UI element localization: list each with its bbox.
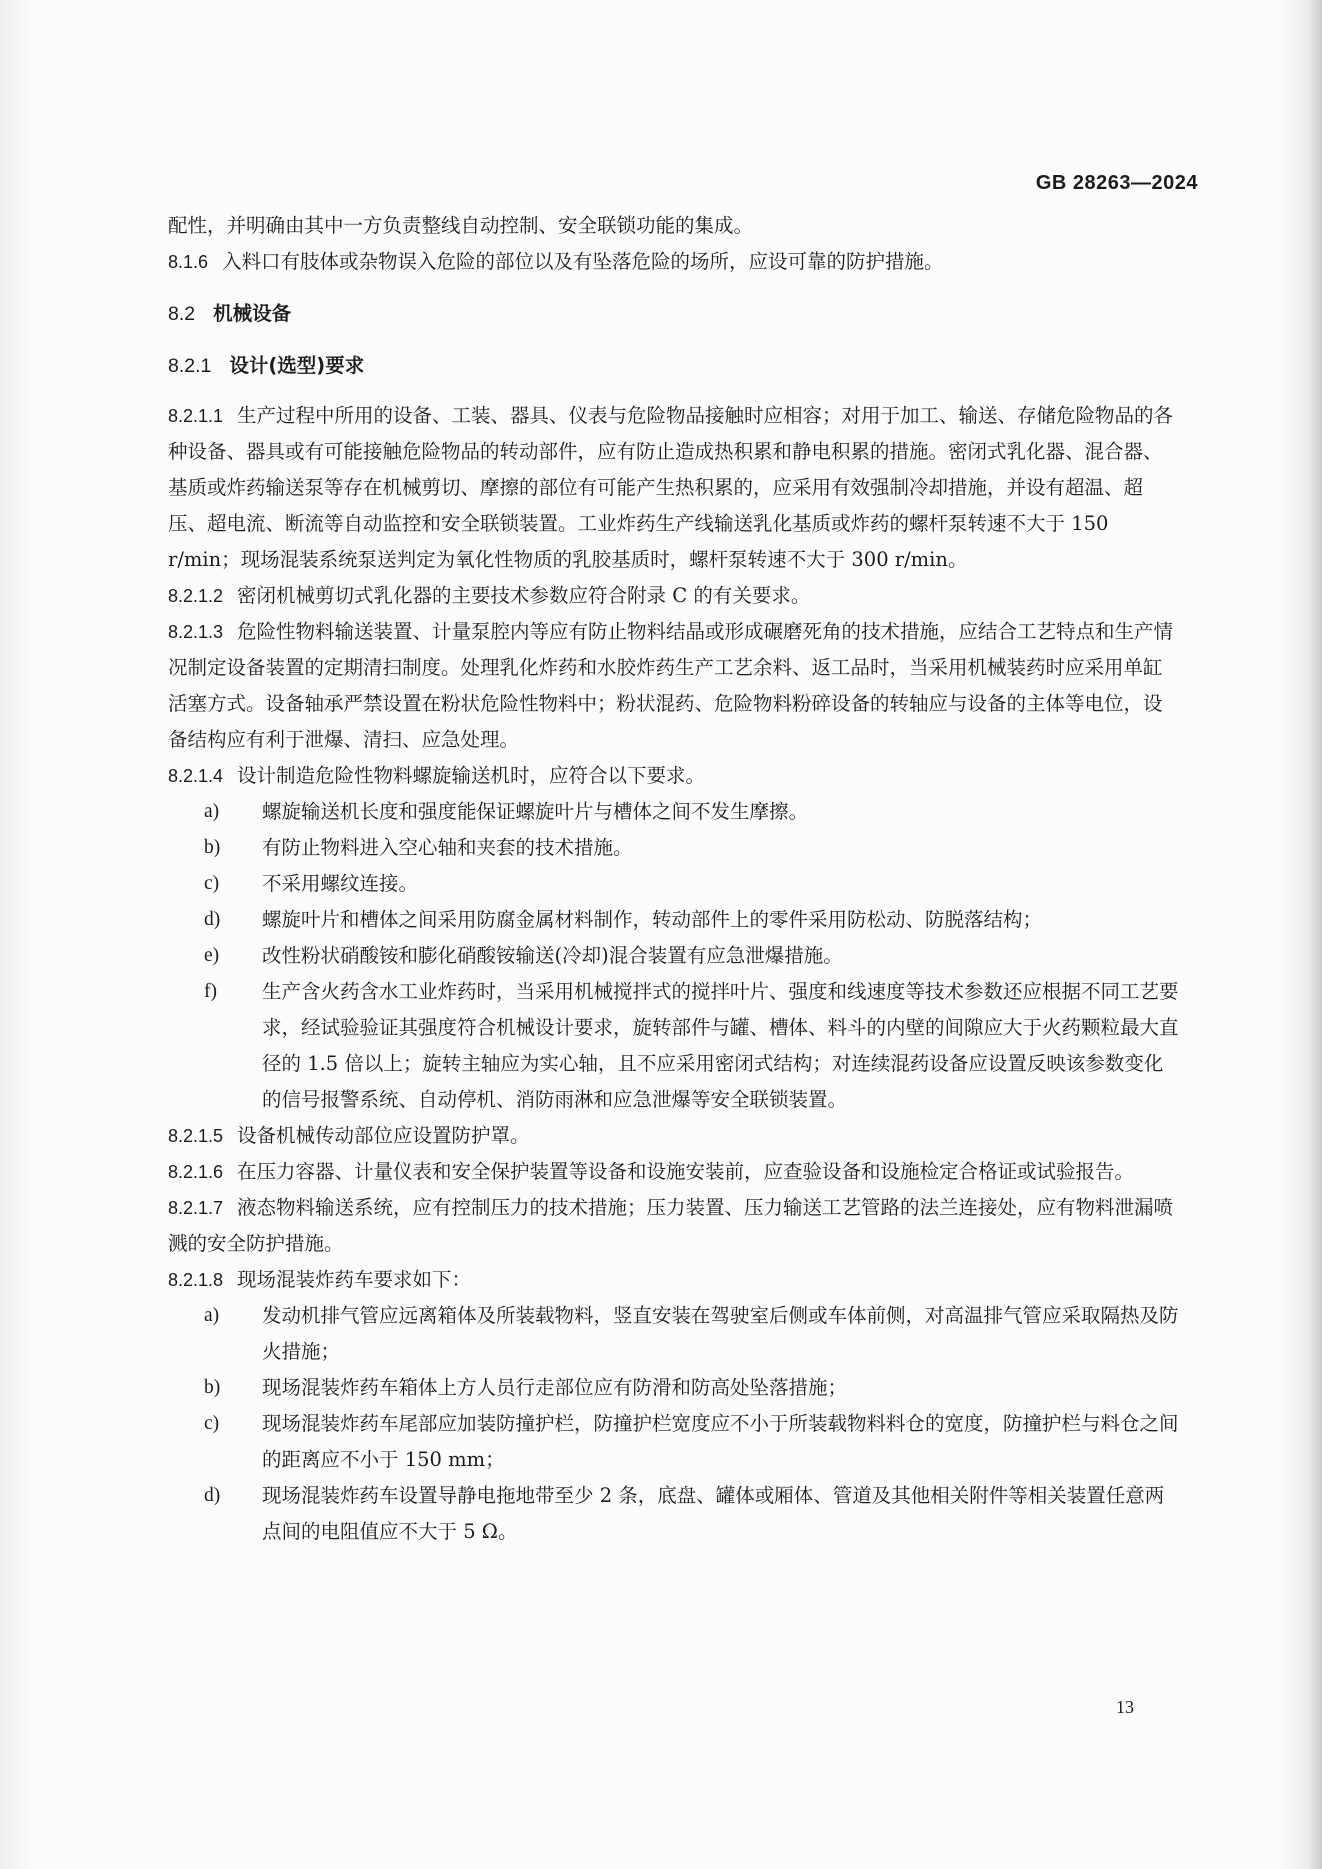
- list-item: [168, 1478, 1180, 1550]
- item-text: 不采用螺纹连接。: [262, 872, 419, 895]
- scan-edge-shadow: [1308, 0, 1322, 1869]
- section-number: 8.2.1: [168, 355, 212, 377]
- clause-8-1-6: [168, 244, 1180, 280]
- section-heading-8-2: [168, 296, 1180, 332]
- clause-8-2-1-8: [168, 1262, 1180, 1298]
- clause-8-2-1-3: [168, 614, 1180, 758]
- item-text: 现场混装炸药车箱体上方人员行走部位应有防滑和防高处坠落措施；: [262, 1376, 848, 1399]
- clause-text: 危险性物料输送装置、计量泵腔内等应有防止物料结晶或形成碾磨死角的技术措施，应结合工艺特点和生产情况制定设备装置的定期清扫制度。处理乳化炸药和水胶炸药生产工艺余料、返工品时，当采用机械装药时应采用单缸活塞方式。设备轴承严禁设置在粉状危险性物料中；粉状混药、危险物料粉碎设备的转轴应与设备的主体等电位，设备结构应有利于泄爆、清扫、应急处理。: [168, 620, 1174, 751]
- item-text: 发动机排气管应远离箱体及所装载物料，竖直安装在驾驶室后侧或车体前侧，对高温排气管应采取隔热及防火措施；: [262, 1304, 1179, 1363]
- clause-8-2-1-5: [168, 1118, 1180, 1154]
- standard-code: GB 28263—2024: [1035, 172, 1198, 194]
- item-text: 改性粉状硝酸铵和膨化硝酸铵输送(冷却)混合装置有应急泄爆措施。: [262, 944, 843, 967]
- clause-text: 在压力容器、计量仪表和安全保护装置等设备和设施安装前，应查验设备和设施检定合格证或试验报告。: [237, 1160, 1135, 1183]
- clause-number: 8.2.1.1: [168, 406, 224, 426]
- section-heading-8-2-1: [168, 348, 1180, 384]
- clause-number: 8.2.1.6: [168, 1162, 224, 1182]
- item-label: c): [204, 1413, 220, 1434]
- clause-number: 8.2.1.4: [168, 766, 224, 786]
- list-item: [168, 866, 1180, 902]
- item-label: a): [204, 801, 220, 822]
- clause-number: 8.2.1.8: [168, 1270, 224, 1290]
- list-item: [168, 902, 1180, 938]
- list-item: [168, 830, 1180, 866]
- item-label: d): [204, 909, 221, 930]
- item-label: e): [204, 945, 220, 966]
- section-title: 设计(选型)要求: [229, 354, 365, 377]
- item-text: 螺旋输送机长度和强度能保证螺旋叶片与槽体之间不发生摩擦。: [262, 800, 809, 823]
- clause-8-2-1-2: [168, 578, 1180, 614]
- item-label: b): [204, 837, 221, 858]
- clause-number: 8.2.1.5: [168, 1126, 224, 1146]
- item-text: 现场混装炸药车设置导静电拖地带至少 2 条，底盘、罐体或厢体、管道及其他相关附件等相关装置任意两点间的电阻值应不大于 5 Ω。: [262, 1484, 1165, 1543]
- list-item: [168, 1370, 1180, 1406]
- clause-text: 生产过程中所用的设备、工装、器具、仪表与危险物品接触时应相容；对用于加工、输送、存储危险物品的各种设备、器具或有可能接触危险物品的转动部件，应有防止造成热积累和静电积累的措施。密闭式乳化器、混合器、基质或炸药输送泵等存在机械剪切、摩擦的部位有可能产生热积累的，应采用有效强制冷却措施，并设有超温、超压、超电流、断流等自动监控和安全联锁装置。工业炸药生产线输送乳化基质或炸药的螺杆泵转速不大于 150 r/min；现场混装系统泵送判定为氧化性物质的乳胶基质时，螺杆泵转速不大于 300 r/min。: [168, 404, 1174, 571]
- clause-8-2-1-6: [168, 1154, 1180, 1190]
- clause-8-2-1-1: [168, 398, 1180, 578]
- item-text: 现场混装炸药车尾部应加装防撞护栏，防撞护栏宽度应不小于所装载物料料仓的宽度，防撞护栏与料仓之间的距离应不小于 150 mm；: [262, 1412, 1179, 1471]
- item-label: a): [204, 1305, 220, 1326]
- item-text: 有防止物料进入空心轴和夹套的技术措施。: [262, 836, 633, 859]
- clause-text: 设计制造危险性物料螺旋输送机时，应符合以下要求。: [237, 764, 706, 787]
- item-text: 生产含火药含水工业炸药时，当采用机械搅拌式的搅拌叶片、强度和线速度等技术参数还应根据不同工艺要求，经试验验证其强度符合机械设计要求，旋转部件与罐、槽体、料斗的内壁的间隙应大于火药颗粒最大直径的 1.5 倍以上；旋转主轴应为实心轴，且不应采用密闭式结构；对连续混药设备应设置反映该参数变化的信号报警系统、自动停机、消防雨淋和应急泄爆等安全联锁装置。: [262, 980, 1179, 1111]
- item-label: d): [204, 1485, 221, 1506]
- document-body: [168, 208, 1180, 1550]
- clause-text: 密闭机械剪切式乳化器的主要技术参数应符合附录 C 的有关要求。: [237, 584, 811, 607]
- clause-number: 8.2.1.2: [168, 586, 224, 606]
- list-item: [168, 938, 1180, 974]
- list-item: [168, 1406, 1180, 1478]
- clause-8-2-1-7: [168, 1190, 1180, 1262]
- clause-number: 8.2.1.3: [168, 622, 224, 642]
- list-item: [168, 1298, 1180, 1370]
- section-number: 8.2: [168, 303, 196, 325]
- clause-8-2-1-4: [168, 758, 1180, 794]
- clause-text: 入料口有肢体或杂物误入危险的部位以及有坠落危险的场所，应设可靠的防护措施。: [222, 250, 944, 273]
- list-item: [168, 974, 1180, 1118]
- clause-number: 8.1.6: [168, 252, 209, 272]
- continuation-text: 配性，并明确由其中一方负责整线自动控制、安全联锁功能的集成。: [168, 214, 754, 237]
- clause-text: 设备机械传动部位应设置防护罩。: [237, 1124, 530, 1147]
- page-number: 13: [1116, 1697, 1134, 1717]
- section-title: 机械设备: [213, 302, 292, 325]
- clause-text: 液态物料输送系统，应有控制压力的技术措施；压力装置、压力输送工艺管路的法兰连接处，应有物料泄漏喷溅的安全防护措施。: [168, 1196, 1174, 1255]
- list-item: [168, 794, 1180, 830]
- item-label: f): [204, 981, 217, 1002]
- item-label: b): [204, 1377, 221, 1398]
- clause-number: 8.2.1.7: [168, 1198, 224, 1218]
- clause-text: 现场混装炸药车要求如下：: [237, 1268, 472, 1291]
- item-label: c): [204, 873, 220, 894]
- item-text: 螺旋叶片和槽体之间采用防腐金属材料制作，转动部件上的零件采用防松动、防脱落结构；: [262, 908, 1043, 931]
